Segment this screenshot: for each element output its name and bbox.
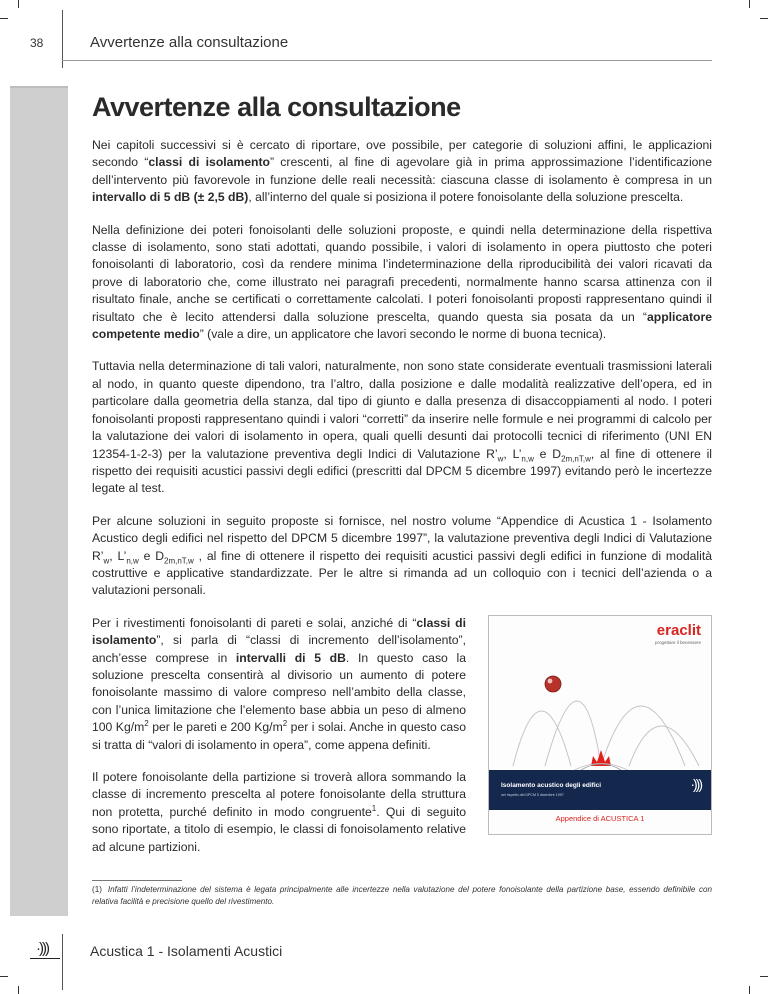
brand-tagline: progettare il benessere (654, 639, 701, 645)
paragraph-5: Per i rivestimenti fonoisolanti di pareti e solai, anziché di “classi di isolamento”, si parla di “classi di incremento dell’isolamento”, anch’esse comprese in intervalli di 5 dB. In questo caso la soluzione prescelta consentirà al divisorio un aumento di potere fonoisolante massimo di valore compreso nell’ambito della classe, con l’unica limitazione che l’elemento base abbia un peso di almeno 100 $Kg/m^2$ per le pareti e 200 $Kg/m^2$ per i solai. Anche in questo caso si tratta di “valori di isolamento in opera”, come appena definiti. (92, 615, 467, 752)
cover-appendix-label: Appendice di ACUSTICA 1 (555, 813, 645, 823)
running-header: Avvertenze alla consultazione (90, 34, 289, 51)
crop-mark (18, 0, 19, 8)
paragraph-4: Per alcune soluzioni in seguito proposte si fornisce, nel nostro volume “Appendice di Acustica 1 - Isolamento Acustico degli edifici nel rispetto del DPCM 5 dicembre 1997”, la valutazione preventiva degli Indici di Valutazione $R’_w$, $L’_{n,w}$ e $D_{2m,nT,w}$ , al fine di ottenere il rispetto dei requisiti acustici passivi degli edifici in funzione di modalità costruttive e applicative standardizzate. Per le altre si rimanda ad un colloquio con i tecnici dell’azienda o a valutazioni personali. (92, 513, 712, 598)
bounce-arc (545, 701, 601, 766)
cover-title-band (489, 770, 711, 810)
paragraph-2: Nella definizione dei poteri fonoisolanti delle soluzioni proposte, e quindi nella determinazione della rispettiva classe di isolamento, sono stati adottati, quando possibile, i valori di isolamento in opera piuttosto che poteri fonoisolanti di laboratorio, così da rendere minima l’indeterminazione della riproducibilità dei valori ricavati da prove di laboratorio che, come illustrato nei paragrafi precedenti, normalmente hanno scarsa attinenza con il risultato finale, anche se certificati o correttamente calcolati. I poteri fonoisolanti proposti rappresentano quindi il risultato che è lecito attendersi dalla soluzione prescelta, quando questa sia posata da un “applicatore competente medio” (vale a dire, un applicatore che lavori secondo le norme di buona tecnica). (92, 222, 712, 342)
footnote-rule (92, 880, 182, 881)
cover-section (92, 615, 712, 856)
crop-mark (0, 18, 8, 19)
footer-logo-rule (30, 958, 60, 959)
side-band-edge (10, 86, 68, 88)
page-number: 38 (30, 36, 44, 50)
paragraph-3: Tuttavia nella determinazione di tali valori, naturalmente, non sono state considerate eventuali trasmissioni laterali al nodo, in quanto queste dipendono, tra l’altro, dalla posizione e dalle modalità realizzative dell’opera, ed in particolare dalla geometria della stanza, dal tipo di giunto e dalla presenza di disaccoppiamenti al nodo. I poteri fonoisolanti proposti rappresentano quindi i valori “corretti” da inserire nelle formule e nei programmi di calcolo per la valutazione dei valori di isolamento in opera, quali quelli desunti dai protocolli tecnici di riferimento (UNI EN 12354-1-2-3) per la valutazione preventiva degli Indici di Valutazione $R’_w$, $L’_{n,w}$ e $D_{2m,nT,w}$, al fine di ottenere il rispetto dei requisiti acustici passivi degli edifici (prescritti dal DPCM 5 dicembre 1997) evitando però le incertezze legate al test. (92, 359, 713, 496)
ball-icon (545, 676, 561, 692)
header-rule (62, 60, 712, 61)
bounce-arc (601, 706, 685, 766)
footer-separator (62, 934, 63, 990)
page-title: Avvertenze alla consultazione (92, 92, 461, 122)
bounce-arc (629, 726, 699, 766)
footnote-number: (1) (92, 885, 102, 894)
cover-title: Isolamento acustico degli edifici (501, 781, 602, 789)
side-band (10, 86, 68, 916)
bounce-arc (513, 711, 571, 766)
sound-wave-icon: ·))) (36, 940, 48, 957)
main-content (92, 92, 712, 871)
text-column (92, 615, 466, 856)
crop-mark (749, 0, 750, 8)
sound-wave-icon: ·))) (690, 775, 701, 792)
brand-logo: eraclit (656, 621, 701, 639)
paragraph-1: Nei capitoli successivi si è cercato di riportare, ove possibile, per categorie di soluzioni affini, le applicazioni secondo “classi di isolamento” crescenti, al fine di agevolare già in prima approssimazione l’identificazione dell’intervento più favorevole in funzione delle reali necessità: ciascuna classe di isolamento è compresa in un intervallo di 5 dB (± 2,5 dB), all’interno del quale si posiziona il potere fonoisolante della soluzione prescelta. (92, 138, 712, 205)
footnote-text: Infatti l’indeterminazione del sistema è legata principalmente alle incertezze nella valutazione del potere fonoisolante della partizione base, essendo definibile con relativa facilità e precisione quello del rivestimento. (92, 885, 712, 906)
crop-mark (760, 976, 768, 977)
cover-subtitle: nel rispetto del DPCM 5 dicembre 1997 (501, 792, 564, 797)
footer-title: Acustica 1 - Isolamenti Acustici (90, 943, 283, 959)
paragraph-6: Il potere fonoisolante della partizione si troverà allora sommando la classe di incremento prescelta al potere fonoisolante della struttura non protetta, purché definito in modo congruente$^1$. Qui di seguito sono riportate, a titolo di esempio, le classi di fonoisolamento relative ad alcune partizioni. (92, 770, 466, 854)
crop-mark (0, 976, 8, 977)
crop-mark (18, 986, 19, 994)
crop-mark (749, 986, 750, 994)
book-cover-image (488, 615, 712, 835)
footnote (92, 884, 712, 908)
crop-mark (760, 18, 768, 19)
ball-highlight (548, 678, 553, 683)
bouncing-ball-illustration (489, 616, 711, 774)
